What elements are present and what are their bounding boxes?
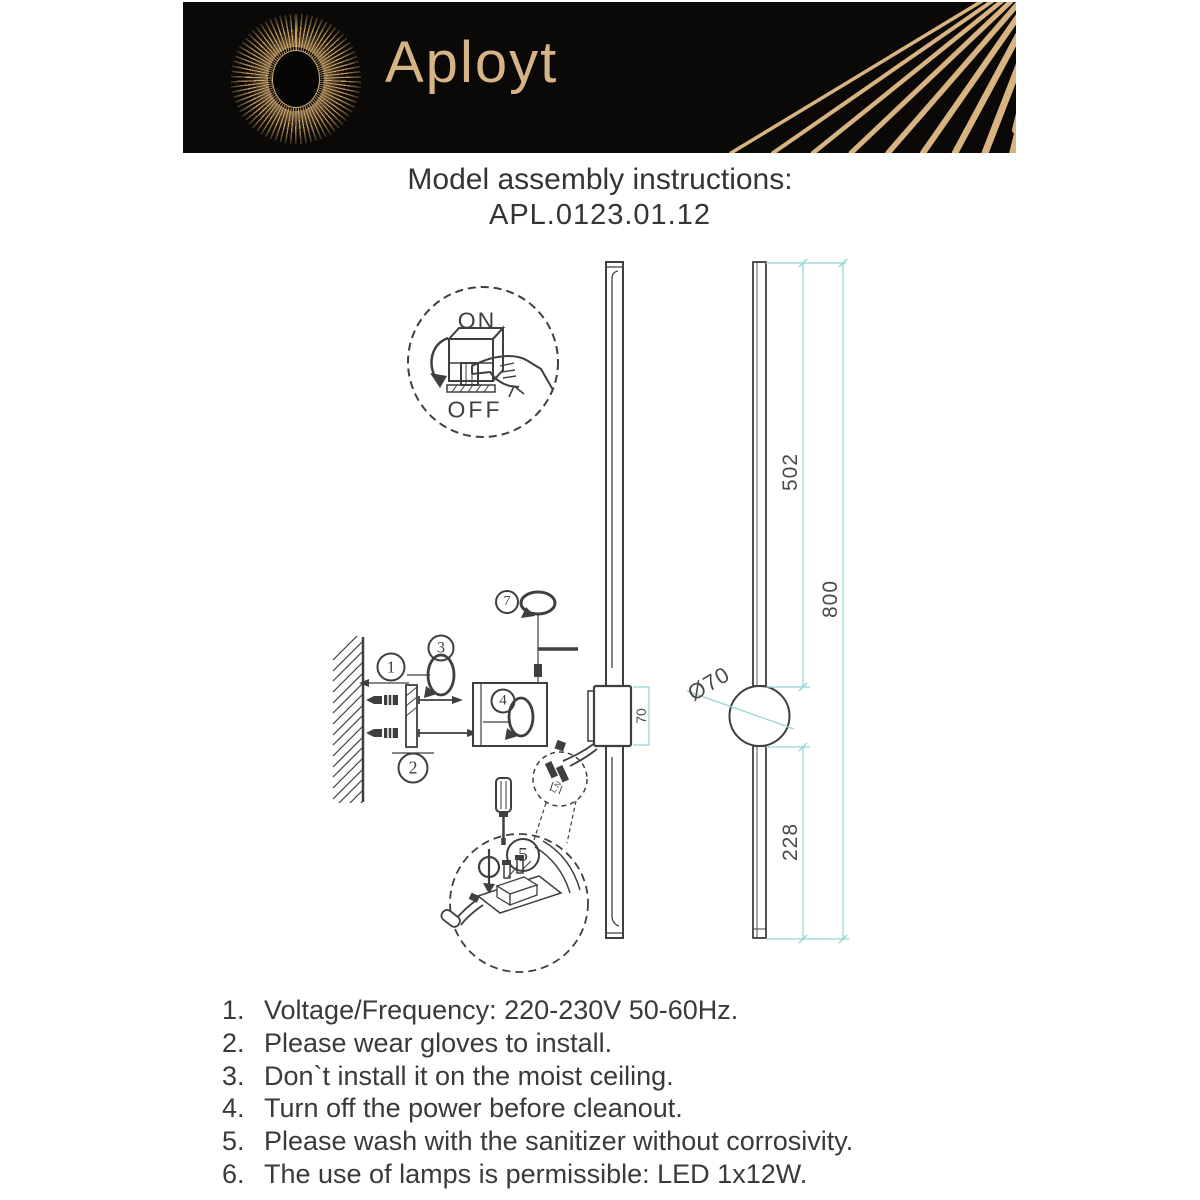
lamp-front-view [588,262,631,938]
switch-off-label: OFF [447,396,503,423]
step-7-label: 7 [503,594,511,609]
step-badge-7 [495,590,519,614]
mounting-hardware [359,679,478,753]
instruction-number: 5. [222,1126,245,1157]
brand-banner [183,2,1016,153]
page-title: Model assembly instructions: [407,163,793,196]
dimension-upper-length: 502 [779,452,802,492]
instruction-text: Don`t install it on the moist ceiling. [264,1060,674,1091]
step-4-label: 4 [499,692,507,709]
instruction-number: 4. [222,1093,245,1124]
switch-on-label: ON [457,307,497,334]
dimension-ball-diameter: Ø70 [683,661,735,706]
instruction-item [222,1125,1022,1158]
dimension-bracket-height: 70 [633,708,649,724]
step-1-label: 1 [386,657,396,676]
step-5-label: 5 [518,843,528,866]
instruction-text: Please wear gloves to install. [264,1027,613,1058]
brand-name: Aployt [385,30,559,95]
instructions-list [222,994,1022,1191]
instruction-item [222,994,1022,1027]
instruction-text: Voltage/Frequency: 220-230V 50-60Hz. [264,995,739,1025]
step-badge-4 [491,689,516,714]
step-badge-3 [428,635,455,662]
step-badge-1 [377,653,406,682]
step-3-label: 3 [437,639,445,656]
wiring [533,740,597,843]
instruction-number: 6. [222,1158,245,1189]
step-2-label: 2 [408,757,418,778]
instruction-text: The use of lamps is permissible: LED 1x12W. [264,1158,808,1189]
dimension-total-height: 800 [819,579,842,619]
instruction-item [222,1158,1022,1191]
instruction-number: 2. [222,1027,245,1058]
assembly-drawing [310,250,870,990]
model-number: APL.0123.01.12 [488,199,711,231]
dimension-lower-length: 228 [779,822,802,862]
instruction-number: 3. [222,1060,245,1091]
instruction-text: Turn off the power before cleanout. [264,1093,683,1124]
instruction-item [222,1060,1022,1093]
instruction-number: 1. [222,995,245,1025]
wire-terminal-labels: L N [548,779,564,795]
instruction-text: Please wash with the sanitizer without corrosivity. [264,1126,854,1157]
step-badge-2 [398,753,429,784]
instruction-item [222,1092,1022,1125]
step-badge-5 [506,838,540,872]
wall-section [333,630,363,831]
instruction-item [222,1027,1022,1060]
corner-rays-icon [183,2,1016,153]
rotation-symbols [407,592,578,746]
